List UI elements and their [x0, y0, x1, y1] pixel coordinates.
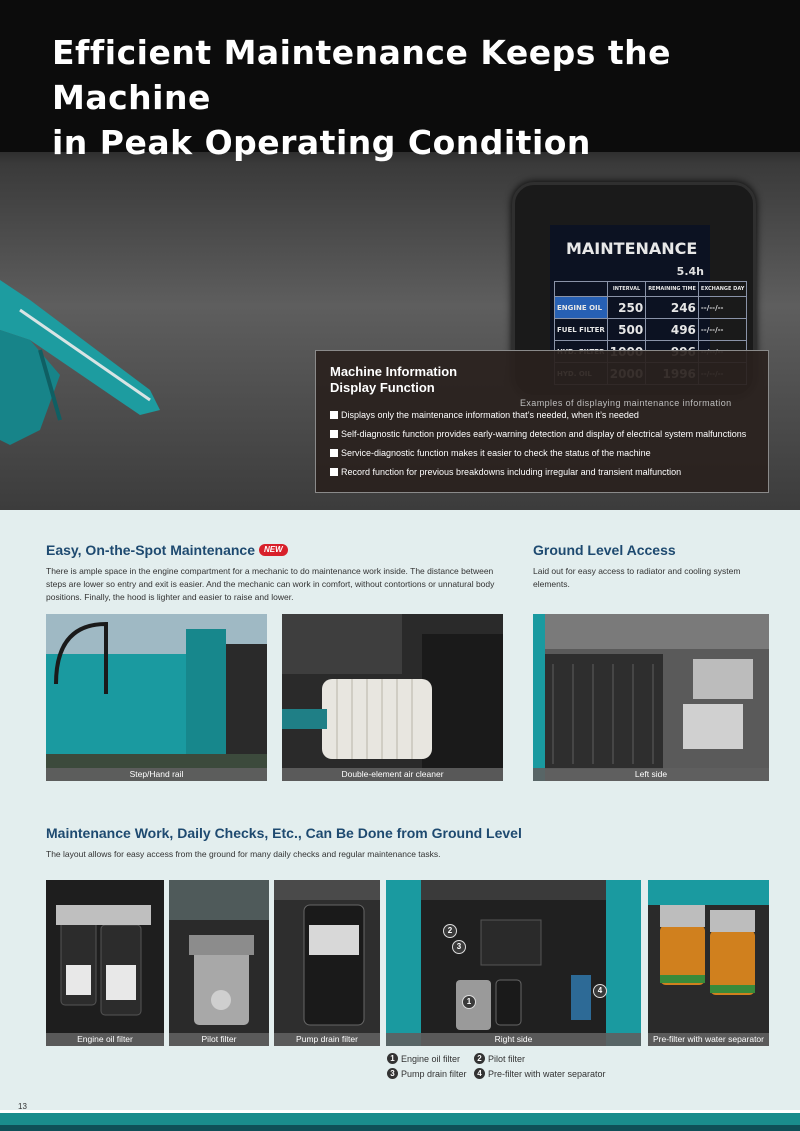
footer-bar — [0, 1113, 800, 1131]
pilot-filter-photo — [169, 880, 269, 1046]
feature-list — [330, 409, 746, 485]
title-line-1: Efficient Maintenance Keeps the Machine — [52, 33, 671, 117]
engine-oil-filter-photo — [46, 880, 164, 1046]
ground-access-heading: Ground Level Access — [533, 542, 676, 558]
pre-filter-photo — [648, 880, 769, 1046]
row-exchange: --/--/-- — [698, 319, 746, 341]
list-item-text: Record function for previous breakdowns including irregular and transient malfunction — [341, 467, 682, 477]
legend-item — [474, 1052, 525, 1065]
air-cleaner-photo — [282, 614, 503, 781]
list-item-text: Displays only the maintenance information that’s needed, when it’s needed — [341, 410, 639, 420]
right-side-photo — [386, 880, 641, 1046]
footer-stripe — [0, 1125, 800, 1131]
info-box — [315, 350, 769, 493]
daily-checks-text: The layout allows for easy access from the ground for many daily checks and regular maintenance tasks. — [46, 849, 441, 859]
row-exchange: --/--/-- — [698, 297, 746, 319]
legend-item — [387, 1052, 460, 1065]
row-interval: 250 — [607, 297, 645, 319]
square-bullet-icon — [330, 411, 338, 419]
new-badge: NEW — [259, 544, 288, 556]
hero-section — [0, 0, 800, 510]
legend-number: 3 — [387, 1068, 398, 1079]
legend-number: 2 — [474, 1053, 485, 1064]
marker-4: 4 — [593, 984, 607, 998]
list-item — [330, 466, 746, 485]
info-box-title: Machine Information Display Function — [330, 364, 458, 395]
row-label: FUEL FILTER — [555, 319, 608, 341]
table-corner — [555, 282, 608, 297]
photo-caption: Double-element air cleaner — [282, 768, 503, 781]
photo-caption: Step/Hand rail — [46, 768, 267, 781]
photo-caption: Pre-filter with water separator — [648, 1033, 769, 1046]
info-box-caption: Examples of displaying maintenance information — [520, 398, 732, 408]
list-item — [330, 428, 746, 447]
row-remaining: 496 — [646, 319, 699, 341]
pump-drain-filter-photo — [274, 880, 380, 1046]
square-bullet-icon — [330, 468, 338, 476]
list-item — [330, 409, 746, 428]
ground-access-text: Laid out for easy access to radiator and cooling system elements. — [533, 566, 741, 589]
hour-meter: 5.4h — [676, 265, 704, 278]
legend-item — [387, 1067, 467, 1080]
table-row — [555, 319, 747, 341]
header-exchange: EXCHANGE DAY — [698, 282, 746, 297]
marker-2: 2 — [443, 924, 457, 938]
legend-item — [474, 1067, 606, 1080]
left-side-photo — [533, 614, 769, 781]
photo-caption: Right side — [386, 1033, 641, 1046]
photo-caption: Pilot filter — [169, 1033, 269, 1046]
square-bullet-icon — [330, 449, 338, 457]
legend-label: Pump drain filter — [401, 1068, 467, 1079]
daily-checks-heading: Maintenance Work, Daily Checks, Etc., Can Be Done from Ground Level — [46, 825, 522, 841]
row-label: ENGINE OIL — [555, 297, 608, 319]
legend-label: Pilot filter — [488, 1053, 526, 1064]
step-handrail-photo — [46, 614, 267, 781]
easy-maintenance-heading — [46, 542, 288, 558]
easy-maintenance-text: There is ample space in the engine compartment for a mechanic to do maintenance work inside. The distance between steps are lower so entry and exit is easier. And the mechanic can work in comfort, without contortions or unnatural body positions. Finally, the hood is lighter and easier to raise and lower. — [46, 566, 495, 602]
photo-caption: Left side — [533, 768, 769, 781]
header-remaining: REMAINING TIME — [646, 282, 699, 297]
square-bullet-icon — [330, 430, 338, 438]
photo-caption: Engine oil filter — [46, 1033, 164, 1046]
screen-title: MAINTENANCE — [566, 239, 698, 258]
page-number: 13 — [18, 1102, 27, 1111]
marker-1: 1 — [462, 995, 476, 1009]
title-line-2: in Peak Operating Condition — [52, 123, 591, 162]
table-header-row — [555, 282, 747, 297]
heading-text: Easy, On-the-Spot Maintenance — [46, 542, 255, 558]
legend-number: 4 — [474, 1068, 485, 1079]
list-item-text: Self-diagnostic function provides early-warning detection and display of electrical system malfunctions — [341, 429, 747, 439]
row-remaining: 246 — [646, 297, 699, 319]
row-interval: 500 — [607, 319, 645, 341]
marker-3: 3 — [452, 940, 466, 954]
excavator-arm-image — [0, 280, 175, 450]
photo-caption: Pump drain filter — [274, 1033, 380, 1046]
legend-label: Pre-filter with water separator — [488, 1068, 606, 1079]
list-item-text: Service-diagnostic function makes it easier to check the status of the machine — [341, 448, 651, 458]
page-title — [52, 30, 800, 165]
header-interval: INTERVAL — [607, 282, 645, 297]
table-row — [555, 297, 747, 319]
legend-number: 1 — [387, 1053, 398, 1064]
list-item — [330, 447, 746, 466]
legend-label: Engine oil filter — [401, 1053, 461, 1064]
